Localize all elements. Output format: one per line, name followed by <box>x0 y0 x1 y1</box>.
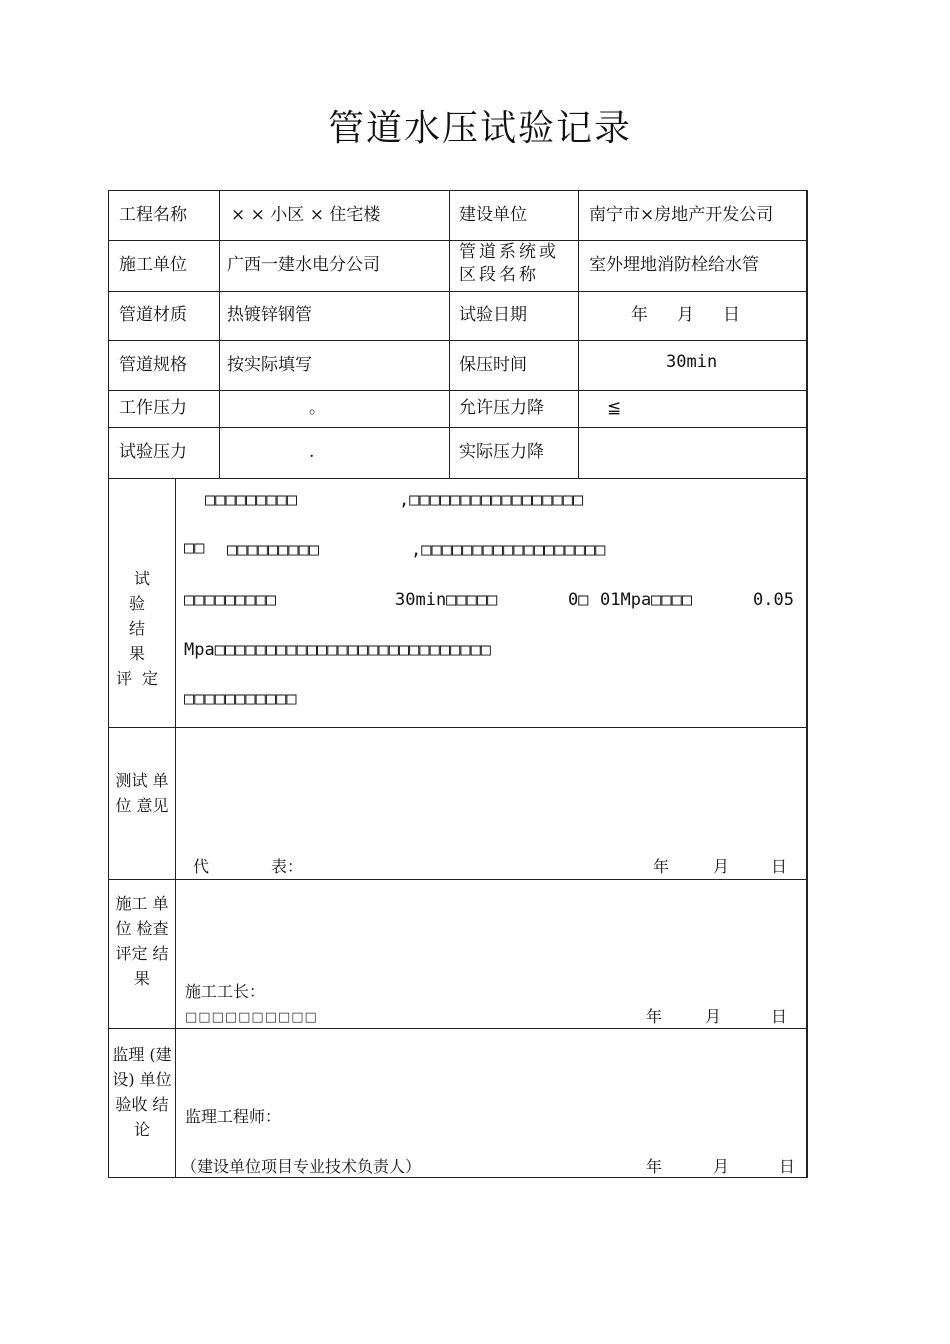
representative-label-b: 表： <box>271 857 304 876</box>
test-pressure-value: . <box>309 442 315 462</box>
construction-unit-day: 日 <box>771 1007 788 1026</box>
supervision-unit-day: 日 <box>779 1157 796 1176</box>
hold-time-value: 30min <box>666 352 718 372</box>
project-name-value: × × 小区 × 住宅楼 <box>231 205 381 225</box>
allowed-drop-value: ≦ <box>607 398 622 418</box>
evaluation-line3-c: 0□ <box>568 590 589 610</box>
supervision-unit-year: 年 <box>646 1157 663 1176</box>
supervising-engineer-label: 监理工程师： <box>185 1107 282 1126</box>
material-value: 热镀锌钢管 <box>227 305 312 325</box>
test-unit-month: 月 <box>713 857 730 876</box>
evaluation-line3-a: □□□□□□□□□ <box>184 590 277 610</box>
work-pressure-label: 工作压力 <box>119 398 187 418</box>
supervision-unit-month: 月 <box>713 1157 730 1176</box>
owner-representative-label: （建设单位项目专业技术负责人） <box>181 1157 422 1176</box>
evaluation-line5: □□□□□□□□□□□ <box>184 689 297 709</box>
pressure-test-form <box>108 190 808 1178</box>
construction-unit-year: 年 <box>646 1007 663 1026</box>
test-date-label: 试验日期 <box>459 305 527 325</box>
evaluation-line1-a: □□□□□□□□□ <box>205 490 298 510</box>
project-name-label: 工程名称 <box>119 205 187 225</box>
construction-unit-note: □□□□□□□□□□ <box>185 1010 318 1025</box>
contractor-value: 广西一建水电分公司 <box>227 255 380 275</box>
hold-time-label: 保压时间 <box>459 355 527 375</box>
test-unit-year: 年 <box>653 857 670 876</box>
actual-drop-label: 实际压力降 <box>459 442 544 462</box>
construction-unit-label: 施工 单位 检查 评定 结果 <box>115 894 169 988</box>
evaluation-line3-b: 30min□□□□□ <box>395 590 498 610</box>
system-value: 室外埋地消防栓给水管 <box>589 255 759 275</box>
spec-label: 管道规格 <box>119 355 187 375</box>
system-label: 管道系统或区段名称 <box>459 242 559 285</box>
test-unit-day: 日 <box>771 857 788 876</box>
foreman-label: 施工工长： <box>185 982 266 1001</box>
evaluation-label: 试 验 结 果 评定 <box>115 569 168 688</box>
test-date-value: 年 月 日 <box>631 305 746 325</box>
document-title: 管道水压试验记录 <box>327 108 632 149</box>
material-label: 管道材质 <box>119 305 187 325</box>
owner-value: 南宁市×房地产开发公司 <box>589 205 774 225</box>
evaluation-line3-e: 0.05 <box>753 590 794 610</box>
evaluation-line2-b: □□□□□□□□□ <box>227 540 320 560</box>
test-unit-label: 测试 单位 意见 <box>115 771 169 815</box>
work-pressure-value: 。 <box>309 398 326 418</box>
test-pressure-label: 试验压力 <box>119 442 187 462</box>
allowed-drop-label: 允许压力降 <box>459 398 544 418</box>
evaluation-line1-b: ,□□□□□□□□□□□□□□□□□ <box>399 490 584 510</box>
supervision-unit-label: 监理 (建设) 单位 验收 结论 <box>112 1045 172 1139</box>
owner-label: 建设单位 <box>459 205 527 225</box>
evaluation-line2-c: ,□□□□□□□□□□□□□□□□□□ <box>411 540 606 560</box>
evaluation-line3-d: 01Mpa□□□□ <box>600 590 693 610</box>
construction-unit-month: 月 <box>705 1007 722 1026</box>
spec-value: 按实际填写 <box>227 355 312 375</box>
evaluation-line4: Mpa□□□□□□□□□□□□□□□□□□□□□□□□□□□ <box>184 640 492 660</box>
evaluation-line2-a: □□ <box>184 538 205 558</box>
contractor-label: 施工单位 <box>119 255 187 275</box>
representative-label-a: 代 <box>193 857 210 876</box>
